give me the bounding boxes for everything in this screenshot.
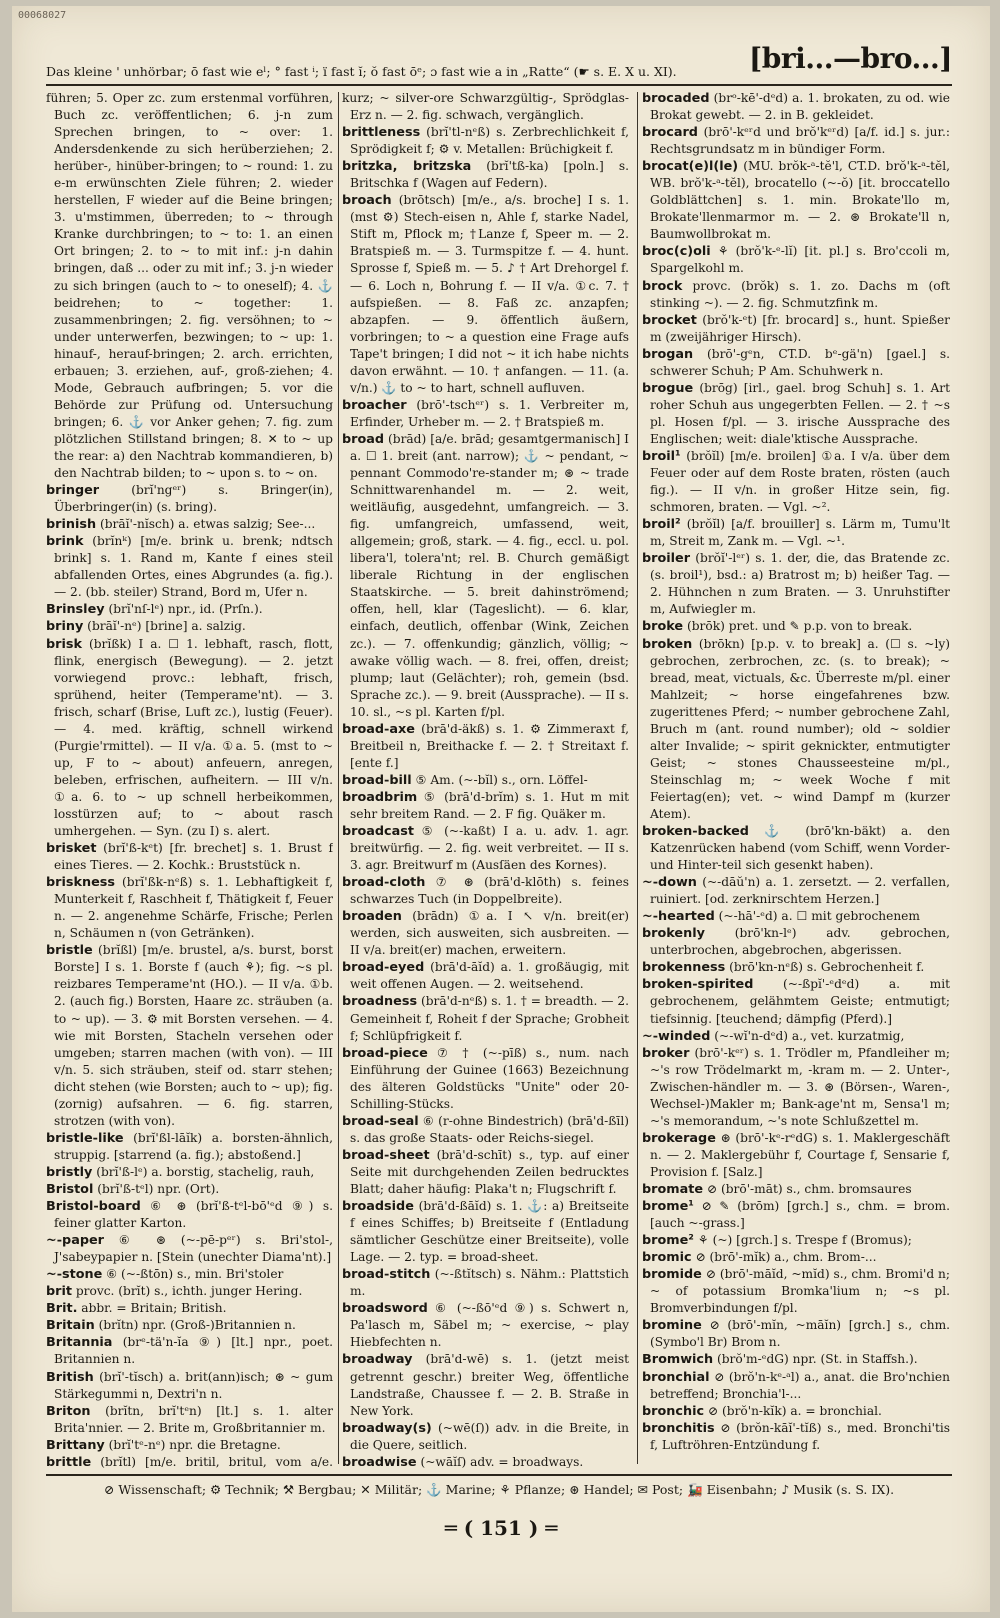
entry-headword: broadway — [342, 1352, 413, 1368]
dictionary-entry — [342, 1045, 629, 1113]
entry-definition: (~-ßtĭtsch) s. Nähm.: Plattstich m. — [350, 1267, 629, 1299]
dictionary-entry — [342, 874, 629, 908]
dictionary-entry — [642, 925, 950, 959]
entry-headword: bronchitis — [642, 1420, 715, 1436]
entry-definition: (brŏĭ'-lᵉʳ) s. 1. der, die, das Bratende zc. (s. broil¹), bsd.: a) Bratrost m; b) heißer Tag. — 2. Hühnchen n zum Braten. — 3. Unruhstifter m, Aufwiegler m. — [650, 551, 950, 617]
column-2 — [342, 90, 629, 1468]
entry-headword: brokerage — [642, 1130, 716, 1146]
entry-headword: ~-hearted — [642, 909, 715, 925]
entry-definition: (brĭßk) I a. ☐ 1. lebhaft, rasch, flott, flink, energisch (Bewegung). — 2. jetzt vorwiegend provc.: lebhaft, frisch, sprühend, heiter (Temperame'nt). — 3. frisch, scharf (Brise, Luft zc.), lustig (Feuer). — 4. med. kräftig, schnell wirkend (Purgie'rmittel). — II v/a. ①a. 5. (mst to ~ up, F to ~ about) anfeuern, anregen, beleben, erfrischen, aufheitern. — III v/n. ①a. 6. to ~ up schnell herbeikommen, losstürzen auf; to ~ about rasch umhergehen. — Syn. (zu I) s. alert. — [54, 636, 333, 839]
entry-headword: broad-axe — [342, 721, 415, 737]
entry-definition: ⑤ (brā'd-brĭm) s. 1. Hut m mit sehr breitem Rand. — 2. F fig. Quäker m. — [350, 789, 629, 821]
entry-definition: ⊘ (brŏ'n-kĭk) a. = bronchial. — [704, 1403, 882, 1418]
dictionary-entry — [342, 993, 629, 1044]
entry-definition: abbr. = Britain; British. — [77, 1301, 227, 1316]
dictionary-entry — [46, 636, 333, 841]
entry-headword: broc(c)oli — [642, 244, 711, 260]
entry-headword: brome² — [642, 1233, 694, 1249]
entry-headword: bristle — [46, 943, 93, 959]
entry-definition: ⊘ (brŏ'n-kᵉ-ᵃl) a., anat. die Bro'nchien betreffend; Bronchia'l-... — [650, 1369, 950, 1401]
entry-definition: (brā'd-schīt) s., typ. auf einer Seite mit durchgehenden Zeilen bedrucktes Blatt; daher häufig: Plaka't n; Flugschrift f. — [350, 1147, 629, 1196]
entry-headword: broach — [342, 193, 392, 209]
entry-headword: bronchic — [642, 1403, 705, 1419]
entry-definition: ⊘ (brō'-māt) s., chm. bromsaures — [703, 1182, 912, 1196]
dictionary-entry — [46, 1198, 333, 1232]
entry-headword: brink — [46, 534, 84, 550]
entry-headword: brokenly — [642, 926, 705, 942]
dictionary-entry — [642, 1028, 950, 1045]
dictionary-entry — [642, 550, 950, 618]
entry-headword: broken-spirited — [642, 977, 754, 993]
dictionary-entry — [342, 772, 629, 789]
entry-headword: broad-sheet — [342, 1147, 430, 1163]
entry-definition: (brĭ'ß-kᵉt) [fr. brechet] s. 1. Brust f eines Tieres. — 2. Kochk.: Bruststück n. — [54, 841, 333, 873]
dictionary-entry — [642, 1403, 950, 1420]
entry-headword: brittle — [46, 1454, 92, 1468]
dictionary-entry — [642, 959, 950, 976]
entry-definition: (brāĭ'-nĭsch) a. etwas salzig; See-... — [96, 517, 316, 532]
dictionary-entry — [342, 1147, 629, 1198]
dictionary-entry — [46, 874, 333, 942]
entry-definition: (brĭ'ß-lᵉ) a. borstig, stachelig, rauh, — [92, 1164, 315, 1179]
entry-headword: bromic — [642, 1250, 692, 1266]
entry-definition: ⑥ (r-ohne Bindestrich) (brā'd-ßīl) s. das große Staats- oder Reichs-siegel. — [350, 1113, 629, 1145]
dictionary-entry — [46, 1403, 333, 1437]
entry-definition: (brĭ'-tĭsch) a. brit(ann)isch; ⊛ ~ gum Stärkegummi n, Dextri'n n. — [54, 1369, 333, 1401]
entry-headword: broad-cloth — [342, 875, 426, 891]
dictionary-entry — [46, 1164, 333, 1181]
entry-headword: brock — [642, 278, 683, 294]
entry-headword: bringer — [46, 483, 100, 499]
entry-headword: britzka, britzska — [342, 159, 472, 175]
entry-definition: (brō'kn-nᵉß) s. Gebrochenheit f. — [725, 960, 925, 975]
entry-headword: briskness — [46, 875, 116, 891]
dictionary-page — [12, 6, 990, 1612]
entry-definition: (brōtsch) [m/e., a/s. broche] I s. 1. (mst ⚙) Stech-eisen n, Ahle f, starke Nadel, Stift m, Pflock m; †Lanze f, Speer m. — 2. Bratspieß m. — 3. Turmspitze f. — 4. hunt. Sprosse f, Spieß m. — 5. ♪ † Art Drehorgel f. — 6. Loch n, Bohrung f. — II v/a. ①c. 7. † aufspießen. — 8. Faß zc. anzapfen; abzapfen. — 9. öffentlich äußern, vorbringen; to ~ a question eine Frage aufs Tape't bringen; I did not ~ it ich habe nichts davon erwähnt. — 10. † anfangen. — 11. (a. v/n.) ⚓ to ~ to hart, schnell aufluven. — [350, 193, 629, 395]
entry-definition: (brōkn) [p.p. v. to break] a. (☐ s. ~ly) gebrochen, zerbrochen, zc. (s. to break); ~ bread, meat, victuals, &c. Überreste m/pl. einer Mahlzeit; ~ horse eingefahrenes bzw. zugerittenes Pferd; ~ number gebrochene Zahl, Bruch m (ant. round number); old ~ soldier alter Invalide; ~ spirit geknickter, entmutigter Geist; ~ stones Chausseesteine m/pl., Steinschlag m; ~ week Woche f mit Feiertag(en); vet. ~ wind Dampf m (kurzer Atem). — [650, 636, 950, 821]
entry-headword: brogan — [642, 346, 694, 362]
entry-definition: ⚘ (brŏ'k-ᵉ-lĭ) [it. pl.] s. Bro'ccoli m, Spargelkohl m. — [650, 244, 950, 276]
dictionary-entry — [342, 1198, 629, 1266]
entry-definition: (brĭ'tß-ka) [poln.] s. Britschka f (Wagen auf Federn). — [350, 159, 629, 191]
entry-definition: (brō'kn-lᵉ) adv. gebrochen, unterbrochen, abgebrochen, abgerissen. — [650, 926, 950, 958]
entry-headword: British — [46, 1369, 94, 1385]
entry-headword: brisk — [46, 636, 82, 652]
dictionary-entry — [342, 789, 629, 823]
dictionary-entry — [342, 124, 629, 158]
dictionary-entry — [342, 431, 629, 721]
dictionary-entry — [46, 1300, 333, 1317]
entry-headword: Brittany — [46, 1437, 105, 1453]
entry-headword: Bristol — [46, 1182, 94, 1197]
page-range: [bri...—bro...] — [749, 42, 952, 75]
entry-headword: brisket — [46, 841, 97, 857]
dictionary-entry — [46, 942, 333, 1130]
dictionary-entry — [642, 618, 950, 635]
entry-definition: ⊘ (brŏn-kāĭ'-tĭß) s., med. Bronchi'tis f, Luftröhren-Entzündung f. — [650, 1420, 950, 1452]
entry-headword: brinish — [46, 517, 97, 533]
entry-definition: (brĭ'nſ-lᵉ) npr., id. (Prſn.). — [104, 602, 263, 617]
entry-definition: ⊘ ✎ (brōm) [grch.] s., chm. = brom. [auch ~-grass.] — [650, 1199, 950, 1231]
symbol-legend: ⊘ Wissenschaft; ⚙ Technik; ⚒ Bergbau; ✕ Militär; ⚓ Marine; ⚘ Pflanze; ⊛ Handel; ✉ Post; 🚂 Eisenbahn; ♪ Musik (s. S. IX). — [103, 1482, 895, 1497]
entry-definition: ⑦ † (~-pīß) s., num. nach Einführung der Guinee (1663) Bezeichnung des älteren Goldstücks "Unite" oder 20-Schilling-Stücks. — [350, 1045, 629, 1111]
entry-headword: bronchial — [642, 1369, 710, 1385]
entry-definition: (brĭ'ß-tᵉl) npr. (Ort). — [93, 1182, 220, 1196]
entry-definition: (~-dāŭ'n) a. 1. zersetzt. — 2. verfallen, ruiniert. [od. zerknirschtem Herzen.] — [650, 875, 950, 907]
entry-definition: (brĭtl) [m/e. britil, britul, vom a/e. — [100, 1454, 333, 1468]
entry-headword: broad-bill — [342, 772, 412, 788]
entry-definition: (brĭtn) npr. (Groß-)Britannien n. — [94, 1318, 296, 1333]
entry-definition: (brā'd-äkß) s. 1. ⚙ Zimmeraxt f, Breitbeil n, Breithacke f. — 2. † Streitaxt f. [ente f.] — [350, 721, 629, 770]
dictionary-entry — [46, 1317, 333, 1334]
entry-headword: broadside — [342, 1199, 414, 1215]
entry-definition: ⑤ (~-kaßt) I a. u. adv. 1. agr. breitwürfig. — 2. fig. weit verbreitet. — II s. 3. agr. Breitwurf m (Ausſäen des Kornes). — [350, 824, 629, 873]
entry-headword: broad-piece — [342, 1045, 428, 1061]
dictionary-entry — [46, 1369, 333, 1403]
dictionary-entry — [642, 1369, 950, 1403]
dictionary-entry — [46, 601, 333, 618]
dictionary-entry — [46, 90, 333, 482]
column-divider — [637, 92, 638, 1464]
entry-definition: führen; 5. Oper zc. zum erstenmal vorführen, Buch zc. veröffentlichen; 6. j-n zum Sprechen bringen, to ~ over: 1. Andersdenkende zu sich herüberziehen; 2. herüber-, hinüber-bringen; to ~ round: 1. zu e-m erwünschten Ziele führen; 2. wieder herstellen, F wieder auf die Beine bringen; 3. u'mstimmen, überreden; to ~ through Kranke durchbringen; to ~ to: 1. an einen Ort bringen; 2. to ~ to mit inf.: j-n dahin bringen, daß ... oder zu mit inf.; 3. j-n wieder zu sich bringen (auch to ~ to oneself); 4. ⚓ beidrehen; to ~ together: 1. zusammenbringen; 2. fig. versöhnen; to ~ under unterwerfen, bezwingen; to ~ up: 1. hinauf-, herauf-bringen; 2. arch. errichten, erbauen; 3. erziehen, auf-, groß-ziehen; 4. Mode, Gebrauch aufbringen; 5. vor die Behörde zur Prüfung od. Untersuchung bringen; 6. ⚓ vor Anker gehen; 7. fig. zum plötzlichen Stillstand bringen; 8. ✕ to ~ up the rear: a) den Nachtrab kommandieren, b) den Nachtrab bilden; to ~ upon s. to ~ on. — [46, 91, 333, 481]
dictionary-entry — [642, 1317, 950, 1351]
entry-headword: broadbrim — [342, 789, 418, 805]
entry-definition: (brō'-kᵉʳd und brŏ'kᵉʳd) [a/f. id.] s. jur.: Rechtsgrundsatz m in bündiger Form. — [650, 125, 950, 157]
dictionary-entry — [46, 1232, 333, 1266]
entry-definition: (brō'-kᵉʳ) s. 1. Trödler m, Pfandleiher m; ~'s row Trödelmarkt m, -kram m. — 2. Unter-, Zwischen-händler m. — 3. ⊛ (Börsen-, Waren-, Wechsel-)Makler m; Bank-age'nt m, Sensa'l m; ~'s memorandum, ~'s note Schlußzettel m. — [650, 1045, 950, 1128]
entry-headword: broad-stitch — [342, 1267, 431, 1283]
entry-definition: (brōk) pret. und ✎ p.p. von to break. — [683, 619, 913, 634]
entry-headword: Britain — [46, 1318, 95, 1334]
entry-headword: broadway(s) — [342, 1420, 432, 1436]
entry-headword: ~-paper — [46, 1233, 104, 1249]
dictionary-entry — [642, 908, 950, 925]
entry-headword: brocket — [642, 312, 697, 328]
entry-headword: brittleness — [342, 125, 421, 141]
dictionary-entry — [342, 721, 629, 772]
entry-headword: brocat(e)l(le) — [642, 159, 739, 175]
entry-headword: broil¹ — [642, 448, 681, 464]
entry-headword: broke — [642, 619, 684, 635]
entry-headword: bromate — [642, 1182, 704, 1197]
entry-definition: (brĭ'ngᵉʳ) s. Bringer(in), Überbringer(in) (s. bring). — [54, 483, 333, 515]
dictionary-entry — [342, 908, 629, 959]
entry-headword: bristle-like — [46, 1130, 124, 1146]
page-id: 00068027 — [18, 10, 67, 21]
entry-definition: (brĭ'tl-nᵉß) s. Zerbrechlichkeit f, Sprödigkeit f; ⚙ v. Metallen: Brüchigkeit f. — [350, 125, 629, 157]
entry-headword: broadwise — [342, 1454, 417, 1468]
dictionary-entry — [642, 1181, 950, 1198]
entry-definition: ⑥ ⊛ (brĭ'ß-tᵉl-bō'ᵉd ⑨) s. feiner glatter Karton. — [54, 1199, 333, 1231]
dictionary-entry — [342, 959, 629, 993]
dictionary-entry — [46, 1334, 333, 1368]
dictionary-entry — [642, 1266, 950, 1317]
entry-definition: ⚓ (brō'kn-bäkt) a. den Katzenrücken habend (vom Schiff, wenn Vorder- und Hinter-teil sich gesenkt haben). — [650, 824, 950, 873]
entry-definition: (brōg) [irl., gael. brog Schuh] s. 1. Art roher Schuh aus ungegerbten Fellen. — 2. † ~s pl. Hosen f/pl. — 3. irische Aussprache des Englischen; weit: diale'ktische Aussprache. — [650, 380, 950, 446]
dictionary-entry — [642, 346, 950, 380]
entry-headword: Britannia — [46, 1335, 113, 1351]
dictionary-entry — [642, 1232, 950, 1249]
dictionary-entry — [46, 1266, 333, 1283]
entry-headword: ~-stone — [46, 1267, 103, 1283]
entry-headword: broiler — [642, 551, 691, 567]
entry-headword: broadness — [342, 994, 418, 1010]
dictionary-entry — [342, 1420, 629, 1454]
entry-definition: (brō'-gᵉn, CT.D. bᵉ-gä'n) [gael.] s. schwerer Schuh; P Am. Schuhwerk n. — [650, 346, 950, 378]
entry-headword: Brinsley — [46, 602, 105, 618]
dictionary-entry — [342, 397, 629, 431]
entry-definition: ⑥ ⊛ (~-pē-pᵉʳ) s. Bri'stol-, J'sabeypapier n. [Stein (unechter Diama'nt).] — [54, 1233, 333, 1265]
entry-definition: (brād) [a/e. brād; gesamtgermanisch] I a. ☐ 1. breit (ant. narrow); ⚓ ~ pendant, ~ pennant Commodo're-stander m; ⊛ ~ trade Schnittwarenhandel m. — 2. weit, weitläufig, ausgedehnt, umfangreich. — 3. fig. umfangreich, umfassend, weit, allgemein; groß, stark. — 4. fig., eccl. u. pol. libera'l, tolera'nt; rel. B. Church gemäßigt liberale Richtung in der englischen Staatskirche. — 5. breit dahinströmend; offen, hell, klar (Tageslicht). — 6. klar, einfach, deutlich, offenbar (Wink, Zeichen zc.). — 7. offenkundig; gänzlich, völlig; ~ awake völlig wach. — 8. frei, offen, dreist; plump; laut (Gelächter); roh, gemein (bsd. Sprache zc.). — 9. breit (Aussprache). — II s. 10. sl., ~s pl. Karten f/pl. — [350, 431, 629, 719]
entry-headword: briny — [46, 619, 84, 635]
entry-headword: broken-backed — [642, 824, 749, 840]
entry-headword: Briton — [46, 1403, 91, 1419]
entry-headword: brokenness — [642, 960, 726, 976]
entry-definition: ⑦ ⊛ (brā'd-klōth) s. feines schwarzes Tuch (in Doppelbreite). — [350, 875, 629, 907]
entry-definition: (brŏ'm-ᵉdG) npr. (St. in Staffsh.). — [713, 1352, 918, 1367]
dictionary-entry — [642, 976, 950, 1027]
dictionary-entry — [642, 243, 950, 277]
dictionary-entry — [342, 192, 629, 397]
footer-divider — [46, 1474, 952, 1476]
dictionary-entry — [642, 636, 950, 824]
entry-definition: ⊘ (brō'-mĭk) a., chm. Brom-... — [691, 1250, 877, 1265]
entry-definition: (brŏĭl) [a/f. brouiller] s. Lärm m, Tumu'lt m, Streit m, Zank m. — Vgl. ~¹. — [650, 517, 950, 549]
entry-headword: broacher — [342, 397, 407, 413]
entry-definition: (~-wĭ'n-dᵉd) a., vet. kurzatmig, — [710, 1028, 905, 1043]
entry-definition: (brĭ'tᵉ-nᵉ) npr. die Bretagne. — [104, 1437, 281, 1452]
entry-headword: Brit. — [46, 1301, 78, 1317]
dictionary-entry — [342, 158, 629, 192]
entry-headword: bromine — [642, 1318, 702, 1334]
dictionary-entry — [642, 312, 950, 346]
dictionary-entry — [46, 1454, 333, 1468]
entry-headword: bristly — [46, 1164, 93, 1180]
entry-definition: (brā'd-nᵉß) s. 1. † = breadth. — 2. Gemeinheit f, Roheit f der Sprache; Grobheit f; Schlüpfrigkeit f. — [350, 994, 629, 1043]
entry-headword: Bristol-board — [46, 1199, 141, 1215]
entry-definition: (~wē(ſ)) adv. in die Breite, in die Quere, seitlich. — [350, 1420, 629, 1452]
entry-headword: brome¹ — [642, 1199, 694, 1215]
entry-definition: ⊘ (brō'-mĭn, ~māĭn) [grch.] s., chm. (Symbo'l Br) Brom n. — [650, 1318, 950, 1350]
dictionary-entry — [342, 1351, 629, 1419]
entry-definition: (brĭßl) [m/e. brustel, a/s. burst, borst Borste] I s. 1. Borste f (auch ⚘); fig. ~s pl. reizbares Temperame'nt (HO.). — II v/a. ①b. 2. (auch fig.) Borsten, Haare zc. sträuben (a. to ~ up). — 3. ⚙ mit Borsten versehen. — 4. wie mit Borsten, Stacheln versehen oder umgeben; starren machen (with von). — III v/n. 5. sich sträuben, steif od. starr stehen; dicht stehen (wie Borsten; auch to ~ up); fig. (zornig) aufsahren. — 6. fig. starren, strotzen (with von). — [54, 943, 333, 1128]
dictionary-entry — [642, 1249, 950, 1266]
entry-headword: Bromwich — [642, 1352, 714, 1368]
dictionary-entry — [642, 823, 950, 874]
entry-definition: (brĭtn, brĭ'tᵉn) [lt.] s. 1. alter Brita'nnier. — 2. Brite m, Großbritannier m. — [54, 1403, 333, 1435]
entry-definition: (brādn) ①a. I ↖ v/n. breit(er) werden, sich ausweiten, sich ausbreiten. — II v/a. breit(er) machen, erweitern. — [350, 909, 629, 958]
entry-headword: broker — [642, 1045, 690, 1061]
entry-headword: broad-seal — [342, 1113, 419, 1129]
dictionary-entry — [46, 516, 333, 533]
entry-definition: (brā'd-āĭd) a. 1. großäugig, mit weit offenen Augen. — 2. weitsehend. — [350, 960, 629, 992]
dictionary-entry — [642, 158, 950, 243]
dictionary-entry — [642, 278, 950, 312]
entry-definition: (~wāĭſ) adv. = broadways. — [416, 1454, 584, 1468]
dictionary-entry — [642, 90, 950, 124]
entry-headword: broaden — [342, 909, 402, 925]
entry-definition: (brā'd-ßāĭd) s. 1. ⚓: a) Breitseite f eines Schiffes; b) Breitseite f (Entladung sämtlicher Geschütze einer Breitseite), volle Lage. — 2. typ. = broad-sheet. — [350, 1199, 629, 1265]
entry-definition: (brāĭ'-nᵉ) [brine] a. salzig. — [83, 619, 246, 634]
entry-definition: ⑥ (~-ßō'ᵉd ⑨) s. Schwert n, Pa'lasch m, Säbel m; ~ exercise, ~ play Hiebfechten n. — [350, 1301, 629, 1350]
dictionary-entry — [46, 482, 333, 516]
entry-definition: (~-hā'-ᵉd) a. ☐ mit gebrochenem — [714, 909, 920, 924]
entry-definition: (brĭ'ßl-lāĭk) a. borsten-ähnlich, struppig. [starrend (a. fig.); abstoßend.] — [54, 1130, 333, 1162]
entry-definition: (brō'-tschᵉʳ) s. 1. Verbreiter m, Erfinder, Urheber m. — 2. † Bratspieß m. — [350, 397, 629, 429]
dictionary-entry — [642, 1045, 950, 1130]
dictionary-entry — [642, 380, 950, 448]
pronunciation-legend: Das kleine ' unhörbar; ō fast wie eˡ; ° fast ⁱ; ï fast ĭ; ŏ fast ōᵉ; ɔ fast wie a in „Ratte“ (☛ s. E. X u. XI). — [46, 64, 677, 79]
dictionary-entry — [642, 448, 950, 516]
dictionary-entry — [642, 124, 950, 158]
column-1 — [46, 90, 333, 1468]
column-divider — [338, 92, 339, 1464]
dictionary-entry — [642, 516, 950, 550]
dictionary-entry — [342, 90, 629, 124]
entry-definition: (brŏĭl) [m/e. broilen] ①a. I v/a. über dem Feuer oder auf dem Roste braten, rösten (auch fig.). — II v/n. in großer Hitze sein, fig. schmoren, braten. — Vgl. ~². — [650, 448, 950, 515]
entry-definition: ⊘ (brō'-māĭd, ~mĭd) s., chm. Bromi'd n; ~ of potassium Bromka'lium n; ~s pl. Bromverbindungen f/pl. — [650, 1267, 950, 1316]
entry-headword: brogue — [642, 380, 694, 396]
entry-headword: brocaded — [642, 91, 710, 106]
entry-headword: broadcast — [342, 824, 415, 840]
dictionary-entry — [46, 1130, 333, 1164]
dictionary-entry — [642, 1351, 950, 1368]
dictionary-entry — [46, 533, 333, 601]
entry-headword: bromide — [642, 1267, 702, 1283]
entry-definition: ⑤ Am. (~-bĭl) s., orn. Löffel- — [411, 772, 588, 787]
page-header — [46, 42, 952, 86]
entry-definition: (brŏ'k-ᵉt) [fr. brocard] s., hunt. Spießer m (zweijähriger Hirsch). — [650, 312, 950, 344]
entry-headword: brocard — [642, 125, 698, 141]
entry-headword: broad-eyed — [342, 960, 425, 976]
entry-definition: (~-ßpĭ'-ᵉdᵉd) a. mit gebrochenem, gelähmtem Geiste; entmutigt; tiefsinnig. [teuchend; dämpfig (Pferd).] — [650, 977, 950, 1026]
entry-definition: (brā'd-wē) s. 1. (jetzt meist getrennt geschr.) breiter Weg, öffentliche Landstraße, Chaussee f. — 2. B. Straße in New York. — [350, 1352, 629, 1418]
entry-definition: (brĭnᵏ) [m/e. brink u. brenk; ndtsch brink] s. 1. Rand m, Kante f eines steil abfallenden Ortes, eines Abgrundes (a. fig.). — 2. (bb. steiler) Strand, Bord m, Ufer n. — [54, 534, 333, 600]
entry-headword: broadsword — [342, 1301, 428, 1317]
dictionary-entry — [342, 823, 629, 874]
entry-definition: ⚘ (~) [grch.] s. Trespe f (Bromus); — [693, 1233, 912, 1248]
entry-definition: kurz; ~ silver-ore Schwarzgültig-, Sprödglas-Erz n. — 2. fig. schwach, vergänglich. — [342, 91, 629, 123]
entry-definition: ⑥ (~-ßtōn) s., min. Bri'stoler — [102, 1267, 284, 1282]
entry-definition: (brᵉ-tä'n-ĭa ⑨) [lt.] npr., poet. Britannien n. — [54, 1335, 333, 1367]
entry-headword: broil² — [642, 517, 681, 533]
dictionary-entry — [46, 1437, 333, 1454]
dictionary-entry — [642, 874, 950, 908]
column-3 — [642, 90, 950, 1468]
entry-headword: broad — [342, 431, 385, 447]
entry-definition: (brĭ'ßk-nᵉß) s. 1. Lebhaftigkeit f, Munterkeit f, Raschheit f, Thätigkeit f, Feuer n. — 2. angenehme Schärfe, Frische; Perlen n, Schäumen n (von Getränken). — [54, 875, 333, 941]
entry-definition: provc. (brŏk) s. 1. zo. Dachs m (oft stinking ~). — 2. fig. Schmutzfink m. — [650, 278, 950, 310]
dictionary-entry — [642, 1420, 950, 1454]
dictionary-entry — [342, 1300, 629, 1351]
dictionary-entry — [46, 840, 333, 874]
entry-headword: brit — [46, 1284, 72, 1300]
entry-headword: broken — [642, 636, 693, 652]
dictionary-entry — [46, 618, 333, 635]
entry-definition: provc. (brĭt) s., ichth. junger Hering. — [71, 1284, 303, 1299]
dictionary-entry — [342, 1454, 629, 1468]
entry-headword: ~-winded — [642, 1028, 711, 1044]
dictionary-entry — [642, 1130, 950, 1181]
entry-definition: (MU. brŏk-ᵃ-tĕ'l, CT.D. brŏ'k-ᵃ-tĕl, WB. brŏ'k-ᵃ-tĕl), brocatello (~-ŏ) [it. broccatello Goldblättchen] s. 1. min. Brokate'llo m, Brokate'llenmarmor m. — 2. ⊛ Brokate'll n, Baumwollbrokat m. — [650, 159, 950, 242]
dictionary-entry — [642, 1198, 950, 1232]
entry-headword: ~-down — [642, 875, 697, 891]
dictionary-entry — [46, 1181, 333, 1198]
dictionary-entry — [342, 1266, 629, 1300]
entry-definition: (brᵒ-kē'-dᵉd) a. 1. brokaten, zu od. wie Brokat gewebt. — 2. in B. gekleidet. — [650, 91, 950, 123]
entry-definition: ⊛ (brō'-kᵉ-rᵉdG) s. 1. Maklergeschäft n. — 2. Maklergebühr f, Courtage f, Sensarie f, Provision f. [Salz.] — [650, 1130, 950, 1179]
page-number: ═ ( 151 ) ═ — [444, 1516, 558, 1540]
dictionary-entry — [46, 1283, 333, 1300]
dictionary-entry — [342, 1113, 629, 1147]
